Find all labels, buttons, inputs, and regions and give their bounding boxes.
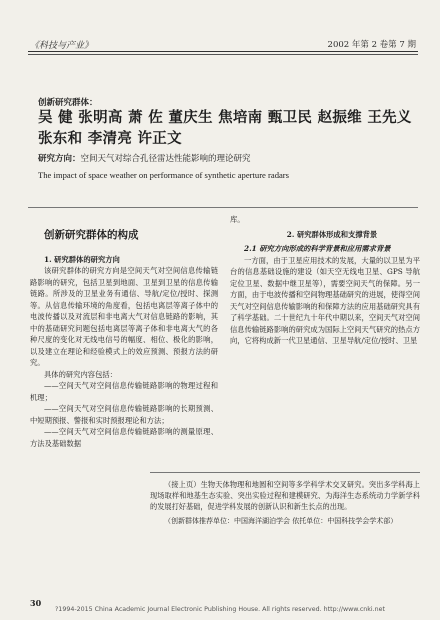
section-title: 创新研究群体的构成 (44, 229, 139, 241)
paragraph-continuation: 库。 (230, 215, 245, 224)
footnote-text: （接上页）生物天体物理和地圆和空间等多学科学术交叉研究。突出多学科海上现场取样和地基生态实验、突出实验过程和建模研究、为海洋生态系统动力学新学科的发展打好基础，促进学科发展的创新认识和新生长点的出现。 (150, 480, 420, 511)
subheading-science-background: 2.1 研究方向形成的科学背景和应用需求背景 (244, 244, 391, 253)
subheading-research-direction: 1. 研究群体的研究方向 (44, 254, 120, 264)
title-block (28, 58, 418, 208)
right-column (230, 214, 420, 347)
paragraph: 一方面，由于卫星应用技术的发展，大量的以卫星为平台的信息基础设施的建设（如天空无线电卫星、GPS 导航定位卫星、数据中继卫星等），需要空间天气的保障。另一方面，由于电波传播和空间物理基础研究的进展，使得空间天气对空间信息传输影响的和保障方法的应用基础研究具有了科学基础。二十世纪九十年代中期以来，空间天气对空间信息传输链路影响的研究成为国际上空间天气研究的热点方向，它将构成新一代卫星通信、卫星导航/定位/授时、卫星 (230, 255, 420, 345)
list-item: ——空间天气对空间信息传输链路影响的长期预测、中短期预报、警报和实时预报理论和方法； (30, 404, 218, 425)
research-content-list (30, 380, 218, 449)
subheading-background: 2. 研究群体形成和支撑背景 (286, 229, 378, 239)
paragraph-label: 具体的研究内容包括： (44, 369, 117, 379)
group-label: 创新研究群体： (38, 98, 98, 108)
page-number: 30 (30, 598, 42, 608)
issue-info: 2002 年第 2 卷第 7 期 (327, 40, 416, 50)
research-direction (38, 152, 251, 164)
english-title: The impact of space weather on performance of synthetic aperture radars (38, 170, 290, 180)
list-item: ——空间天气对空间信息传输链路影响的测量原理、方法及基础数据 (30, 427, 218, 448)
author-list: 吴 健 张明高 萧 佐 董庆生 焦培南 甄卫民 赵振维 王先义 张东和 李清亮 许正文 (38, 109, 412, 147)
header-rule-thin (28, 54, 418, 55)
header-rule (28, 51, 418, 52)
direction-label: 研究方向： (38, 154, 81, 164)
footnote-box (150, 472, 420, 550)
copyright-line: ?1994-2015 China Academic Journal Electronic Publishing House. All rights reserved. http://www.cnki.net (54, 606, 386, 613)
recommending-unit-note: （创新群体推荐单位：中国海洋湖泊学会 依托单位：中国科技学会学术部） (164, 517, 398, 525)
paragraph: 该研究群体的研究方向是空间天气对空间信息传输链路影响的研究，包括卫星到地面、卫星到卫星的信息传输链路。所涉及的卫星业务有通信、导航/定位/授时、探测等。从信息传输环境的角度看，包括电离层等离子体中的电波传播以及对流层和非电离大气对信息链路的影响，其中的基础研究问题包括电离层等离子体和非电离大气的各种尺度的变化对无线电信号的幅度、相位、极化的影响，以及建立在理论和经验模式上的效应预测、预报方法的研究。 (30, 266, 218, 367)
direction-text: 空间天气对综合孔径雷达性能影响的理论研究 (80, 154, 251, 164)
list-item: ——空间天气对空间信息传输链路影响的物理过程和机理； (30, 381, 218, 402)
journal-name: 《科技与产业》 (30, 41, 94, 51)
left-column (30, 214, 218, 449)
